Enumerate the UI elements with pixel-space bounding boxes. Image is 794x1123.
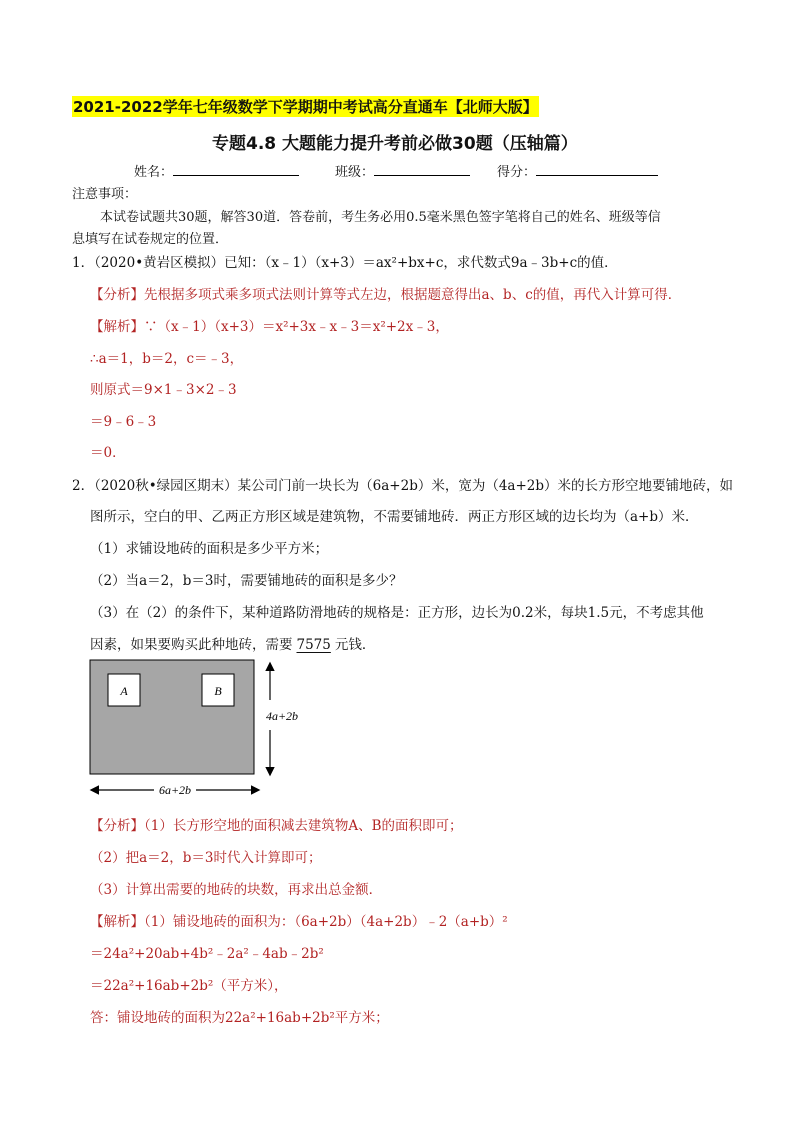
- building-b-label: B: [214, 684, 222, 698]
- solution-line: （1）铺设地砖的面积为：（6a+2b）（4a+2b）﹣2（a+b）²: [144, 914, 508, 930]
- solution-line: ∴a＝1，b＝2，c＝﹣3，: [90, 351, 244, 367]
- name-field-row: [134, 161, 299, 180]
- solution-line: ＝0．: [90, 445, 126, 461]
- class-blank: [374, 163, 470, 176]
- q1-stem: 1．（2020•黄岩区模拟）已知：（x﹣1）（x+3）＝ax²+bx+c，求代数式9a﹣3b+c的值．: [72, 255, 618, 271]
- analysis-tag: 【分析】: [90, 818, 144, 834]
- q2-part: （3）在（2）的条件下，某种道路防滑地砖的规格是：正方形，边长为0.2米，每块1.5元，不考虑其他: [90, 605, 704, 621]
- name-label: 姓名：: [134, 165, 174, 180]
- q2-stem: 2．（2020秋•绿园区期末）某公司门前一块长为（6a+2b）米，宽为（4a+2b）米的长方形空地要铺地砖，如: [72, 478, 734, 494]
- solution-line: ＝22a²+16ab+2b²（平方米），: [90, 978, 288, 994]
- solution-tag: 【解析】: [90, 319, 144, 335]
- analysis-text: 先根据多项式乘多项式法则计算等式左边，根据题意得出a、b、c的值，再代入计算可得．: [144, 287, 682, 303]
- q2-stem: 图所示，空白的甲、乙两正方形区域是建筑物，不需要铺地砖．两正方形区域的边长均为（a+b）米．: [90, 509, 699, 525]
- analysis-tag: 【分析】: [90, 287, 144, 303]
- part-text: 元钱．: [334, 637, 376, 653]
- height-label: 4a+2b: [265, 709, 299, 723]
- building-a-label: A: [120, 684, 128, 698]
- series-banner: 2021-2022学年七年级数学下学期期中考试高分直通车【北师大版】: [73, 98, 538, 116]
- q2-solution: [90, 910, 508, 930]
- q2-part: （2）当a＝2，b＝3时，需要铺地砖的面积是多少？: [90, 573, 403, 589]
- notes-line: 息填写在试卷规定的位置．: [72, 232, 229, 247]
- score-blank: [536, 163, 658, 176]
- rectangle-figure: [84, 656, 314, 802]
- solution-tag: 【解析】: [90, 914, 144, 930]
- score-label: 得分：: [497, 165, 537, 180]
- page-title: 专题4.8 大题能力提升考前必做30题（压轴篇）: [212, 134, 578, 154]
- name-blank: [173, 163, 299, 176]
- analysis-text: （1）长方形空地的面积减去建筑物A、B的面积即可；: [144, 818, 463, 834]
- solution-line: 则原式＝9×1﹣3×2﹣3: [90, 382, 237, 398]
- answer-blank: 7575: [296, 637, 331, 653]
- solution-line: ∵（x﹣1）（x+3）＝x²+3x﹣x﹣3＝x²+2x﹣3，: [144, 319, 449, 335]
- notes-line: 本试卷试题共30题，解答30道．答卷前，考生务必用0.5毫米黑色签字笔将自己的姓名、班级等信: [100, 210, 661, 225]
- part-text: 因素，如果要购买此种地砖，需要: [90, 637, 293, 653]
- q1-solution: [90, 315, 449, 335]
- analysis-line: （2）把a＝2，b＝3时代入计算即可；: [90, 850, 322, 866]
- class-field-row: [335, 161, 470, 180]
- q2-analysis: [90, 814, 463, 834]
- width-label: 6a+2b: [158, 783, 192, 797]
- analysis-line: （3）计算出需要的地砖的块数，再求出总金额．: [90, 882, 383, 898]
- q2-part: [90, 633, 375, 653]
- q1-analysis: [90, 283, 681, 303]
- solution-line: ＝24a²+20ab+4b²﹣2a²﹣4ab﹣2b²: [90, 946, 324, 962]
- class-label: 班级：: [335, 165, 375, 180]
- solution-line: 答：铺设地砖的面积为22a²+16ab+2b²平方米；: [90, 1010, 389, 1026]
- q2-part: （1）求铺设地砖的面积是多少平方米；: [90, 541, 329, 557]
- solution-line: ＝9﹣6﹣3: [90, 414, 157, 430]
- notes-heading: 注意事项：: [72, 187, 138, 202]
- score-field-row: [497, 161, 658, 180]
